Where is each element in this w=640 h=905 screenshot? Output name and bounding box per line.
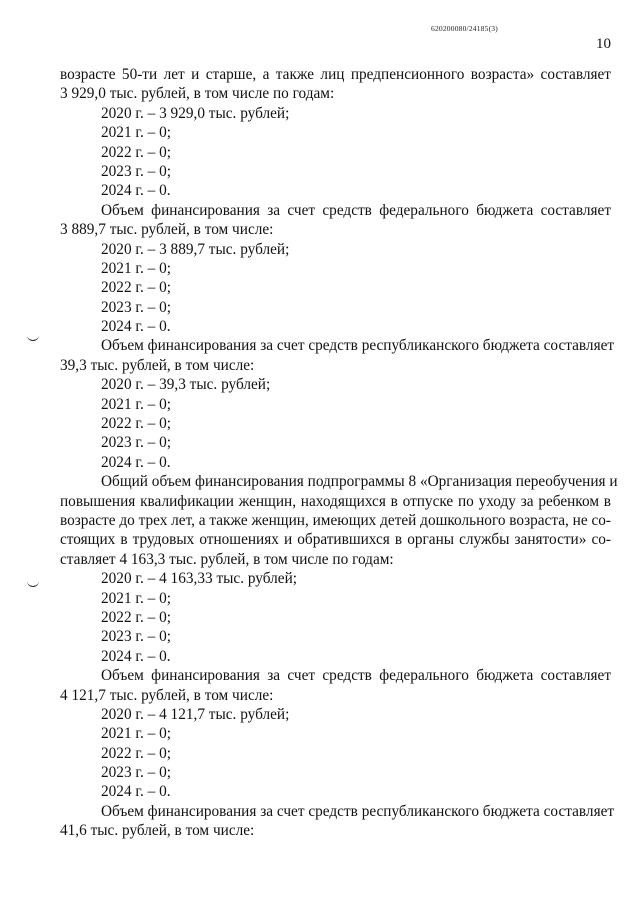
year-line: 2020 г. – 39,3 тыс. рублей;	[101, 376, 271, 394]
year-line: 2023 г. – 0;	[101, 298, 171, 316]
year-line: 2023 г. – 0;	[101, 162, 171, 180]
text-line: 41,6 тыс. рублей, в том числе:	[60, 822, 255, 840]
year-line: 2024 г. – 0.	[101, 783, 171, 801]
year-line: 2022 г. – 0;	[101, 608, 171, 626]
year-line: 2021 г. – 0;	[101, 124, 171, 142]
year-line: 2023 г. – 0;	[101, 434, 171, 452]
margin-mark	[27, 580, 39, 587]
text-line: 3 929,0 тыс. рублей, в том числе по годам:	[60, 85, 335, 103]
text-line: возрасте 50-ти лет и старше, а также лиц предпенсионного возраста» составляет	[60, 66, 611, 83]
year-line: 2022 г. – 0;	[101, 279, 171, 297]
document-number: 620200080/24185(3)	[431, 24, 498, 33]
paragraph-start: Объем финансирования за счет средств федерального бюджета составляет	[101, 201, 611, 219]
year-line: 2024 г. – 0.	[101, 453, 171, 471]
paragraph-start: Объем финансирования за счет средств федерального бюджета составляет	[101, 667, 611, 685]
paragraph-start: Общий объем финансирования подпрограммы 8 «Организация переобучения и	[101, 473, 618, 491]
year-line: 2023 г. – 0;	[101, 628, 171, 646]
year-line: 2020 г. – 3 929,0 тыс. рублей;	[101, 104, 290, 122]
text-line: стоящих в трудовых отношениях и обратившихся в органы службы занятости» со-	[60, 531, 611, 549]
year-line: 2020 г. – 3 889,7 тыс. рублей;	[101, 240, 290, 258]
page-number: 10	[596, 36, 611, 52]
year-line: 2021 г. – 0;	[101, 589, 171, 607]
year-line: 2024 г. – 0.	[101, 647, 171, 665]
year-line: 2022 г. – 0;	[101, 415, 171, 433]
year-line: 2022 г. – 0;	[101, 143, 171, 161]
year-line: 2021 г. – 0;	[101, 395, 171, 413]
year-line: 2020 г. – 4 121,7 тыс. рублей;	[101, 705, 290, 723]
paragraph-start: Объем финансирования за счет средств республиканского бюджета составляет	[101, 802, 615, 820]
paragraph-start: Объем финансирования за счет средств республиканского бюджета составляет	[101, 337, 615, 355]
text-line: 3 889,7 тыс. рублей, в том числе:	[60, 221, 274, 239]
year-line: 2022 г. – 0;	[101, 744, 171, 762]
year-line: 2021 г. – 0;	[101, 259, 171, 277]
text-line: ставляет 4 163,3 тыс. рублей, в том числе по годам:	[60, 550, 394, 568]
text-line: 4 121,7 тыс. рублей, в том числе:	[60, 686, 274, 704]
year-line: 2020 г. – 4 163,33 тыс. рублей;	[101, 570, 298, 588]
year-line: 2024 г. – 0.	[101, 318, 171, 336]
year-line: 2023 г. – 0;	[101, 764, 171, 782]
text-line: повышения квалификации женщин, находящихся в отпуске по уходу за ребенком в	[60, 492, 611, 510]
document-body	[60, 65, 618, 841]
text-line: 39,3 тыс. рублей, в том числе:	[60, 356, 255, 374]
margin-mark	[27, 334, 39, 341]
year-line: 2024 г. – 0.	[101, 182, 171, 200]
year-line: 2021 г. – 0;	[101, 725, 171, 743]
text-line: возрасте до трех лет, а также женщин, имеющих детей дошкольного возраста, не со-	[60, 511, 611, 529]
